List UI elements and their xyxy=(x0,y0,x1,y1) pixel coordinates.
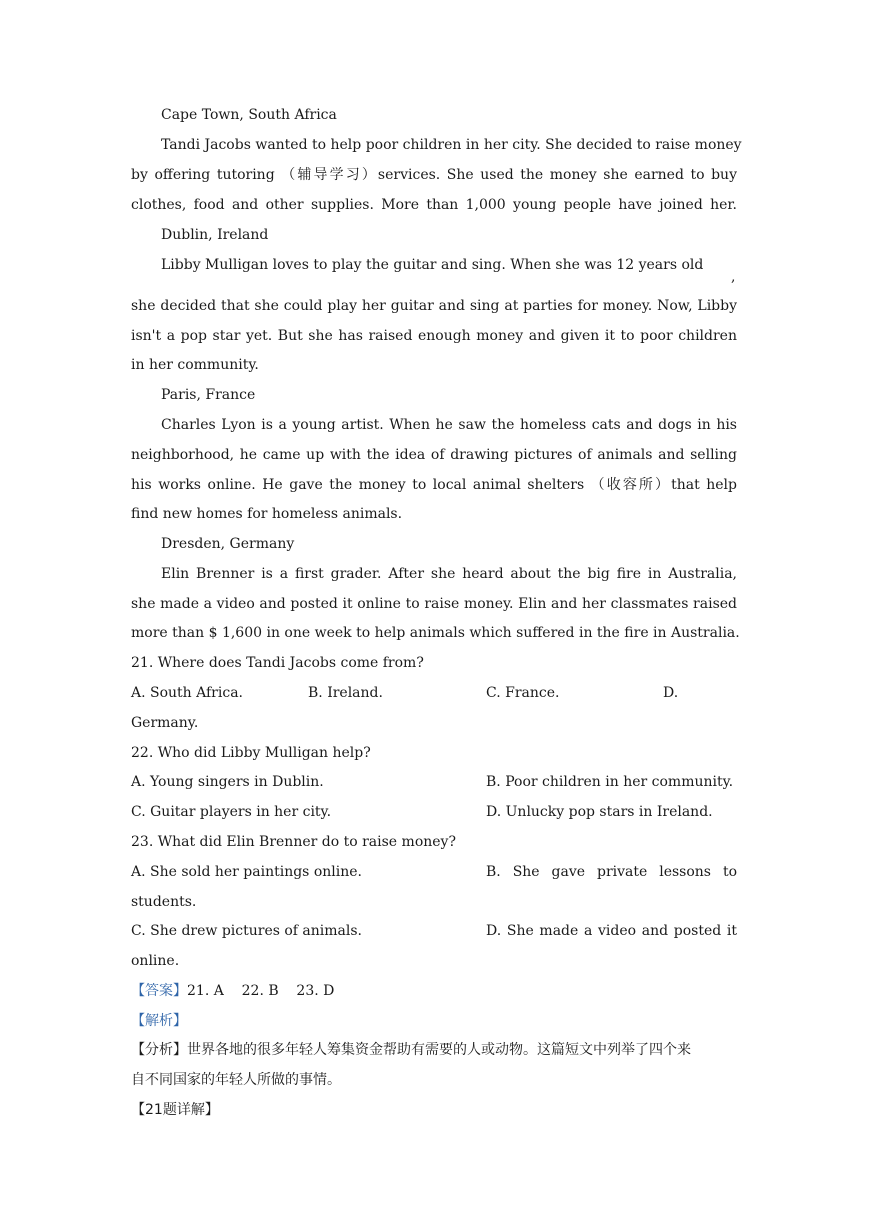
question-21-stem: 21. Where does Tandi Jacobs come from? xyxy=(131,655,424,671)
stray-comma: , xyxy=(731,269,736,285)
answer-label: 【答案】 xyxy=(131,983,187,999)
question-23-stem: 23. What did Elin Brenner do to raise money? xyxy=(131,834,456,850)
para-3-line-1: Charles Lyon is a young artist. When he saw the homeless cats and dogs in his xyxy=(161,417,737,433)
question-22-option-d: D. Unlucky pop stars in Ireland. xyxy=(486,804,713,820)
question-23-option-b: B. She gave private lessons to xyxy=(486,864,737,880)
question-22-option-b: B. Poor children in her community. xyxy=(486,774,734,790)
question-22-option-c: C. Guitar players in her city. xyxy=(131,804,332,820)
para-4-line-2: she made a video and posted it online to raise money. Elin and her classmates raised xyxy=(131,596,737,612)
para-1-line-3: clothes, food and other supplies. More than 1,000 young people have joined her. xyxy=(131,197,737,213)
para-3-line-4: find new homes for homeless animals. xyxy=(131,506,403,522)
heading-cape-town: Cape Town, South Africa xyxy=(161,107,337,123)
question-23-option-c: C. She drew pictures of animals. xyxy=(131,923,362,939)
para-1-line-2: by offering tutoring （辅导学习）services. She used the money she earned to buy xyxy=(131,167,737,183)
para-4-line-3: more than $ 1,600 in one week to help animals which suffered in the fire in Australia. xyxy=(131,625,740,641)
question-23-option-b-continued: students. xyxy=(131,894,197,910)
para-3-line-3: his works online. He gave the money to local animal shelters （收容所）that help xyxy=(131,477,737,493)
question-23-option-d: D. She made a video and posted it xyxy=(486,923,737,939)
answer-text: 21. A 22. B 23. D xyxy=(187,983,335,999)
para-2-line-2: she decided that she could play her guitar and sing at parties for money. Now, Libby xyxy=(131,298,737,314)
question-22-option-a: A. Young singers in Dublin. xyxy=(131,774,324,790)
question-21-option-d-continued: Germany. xyxy=(131,715,199,731)
question-21-option-b: B. Ireland. xyxy=(308,685,383,701)
para-2-line-4: in her community. xyxy=(131,357,259,373)
para-2-line-1: Libby Mulligan loves to play the guitar and sing. When she was 12 years old xyxy=(161,257,704,273)
fenxi-line-2: 自不同国家的年轻人所做的事情。 xyxy=(131,1072,341,1088)
para-3-line-2: neighborhood, he came up with the idea of drawing pictures of animals and selling xyxy=(131,447,737,463)
fenxi-text-1: 世界各地的很多年轻人筹集资金帮助有需要的人或动物。这篇短文中列举了四个来 xyxy=(187,1042,691,1058)
question-23-option-a: A. She sold her paintings online. xyxy=(131,864,362,880)
heading-dublin: Dublin, Ireland xyxy=(161,227,269,243)
question-21-option-a: A. South Africa. xyxy=(131,685,243,701)
fenxi-line-1 xyxy=(131,1041,737,1059)
para-1-line-1: Tandi Jacobs wanted to help poor children in her city. She decided to raise money xyxy=(161,137,742,153)
question-21-option-d: D. xyxy=(663,685,679,701)
question-23-option-d-continued: online. xyxy=(131,953,180,969)
question-21-option-c: C. France. xyxy=(486,685,560,701)
para-4-line-1: Elin Brenner is a first grader. After she heard about the big fire in Australia, xyxy=(161,566,737,582)
heading-dresden: Dresden, Germany xyxy=(161,536,295,552)
answer-line xyxy=(131,982,737,1000)
heading-paris: Paris, France xyxy=(161,387,256,403)
analysis-label: 【解析】 xyxy=(131,1013,187,1029)
fenxi-label: 【分析】 xyxy=(131,1042,187,1058)
question-22-stem: 22. Who did Libby Mulligan help? xyxy=(131,745,371,761)
q21-detail-label: 【21题详解】 xyxy=(131,1102,219,1118)
para-2-line-3: isn't a pop star yet. But she has raised enough money and given it to poor children xyxy=(131,328,737,344)
